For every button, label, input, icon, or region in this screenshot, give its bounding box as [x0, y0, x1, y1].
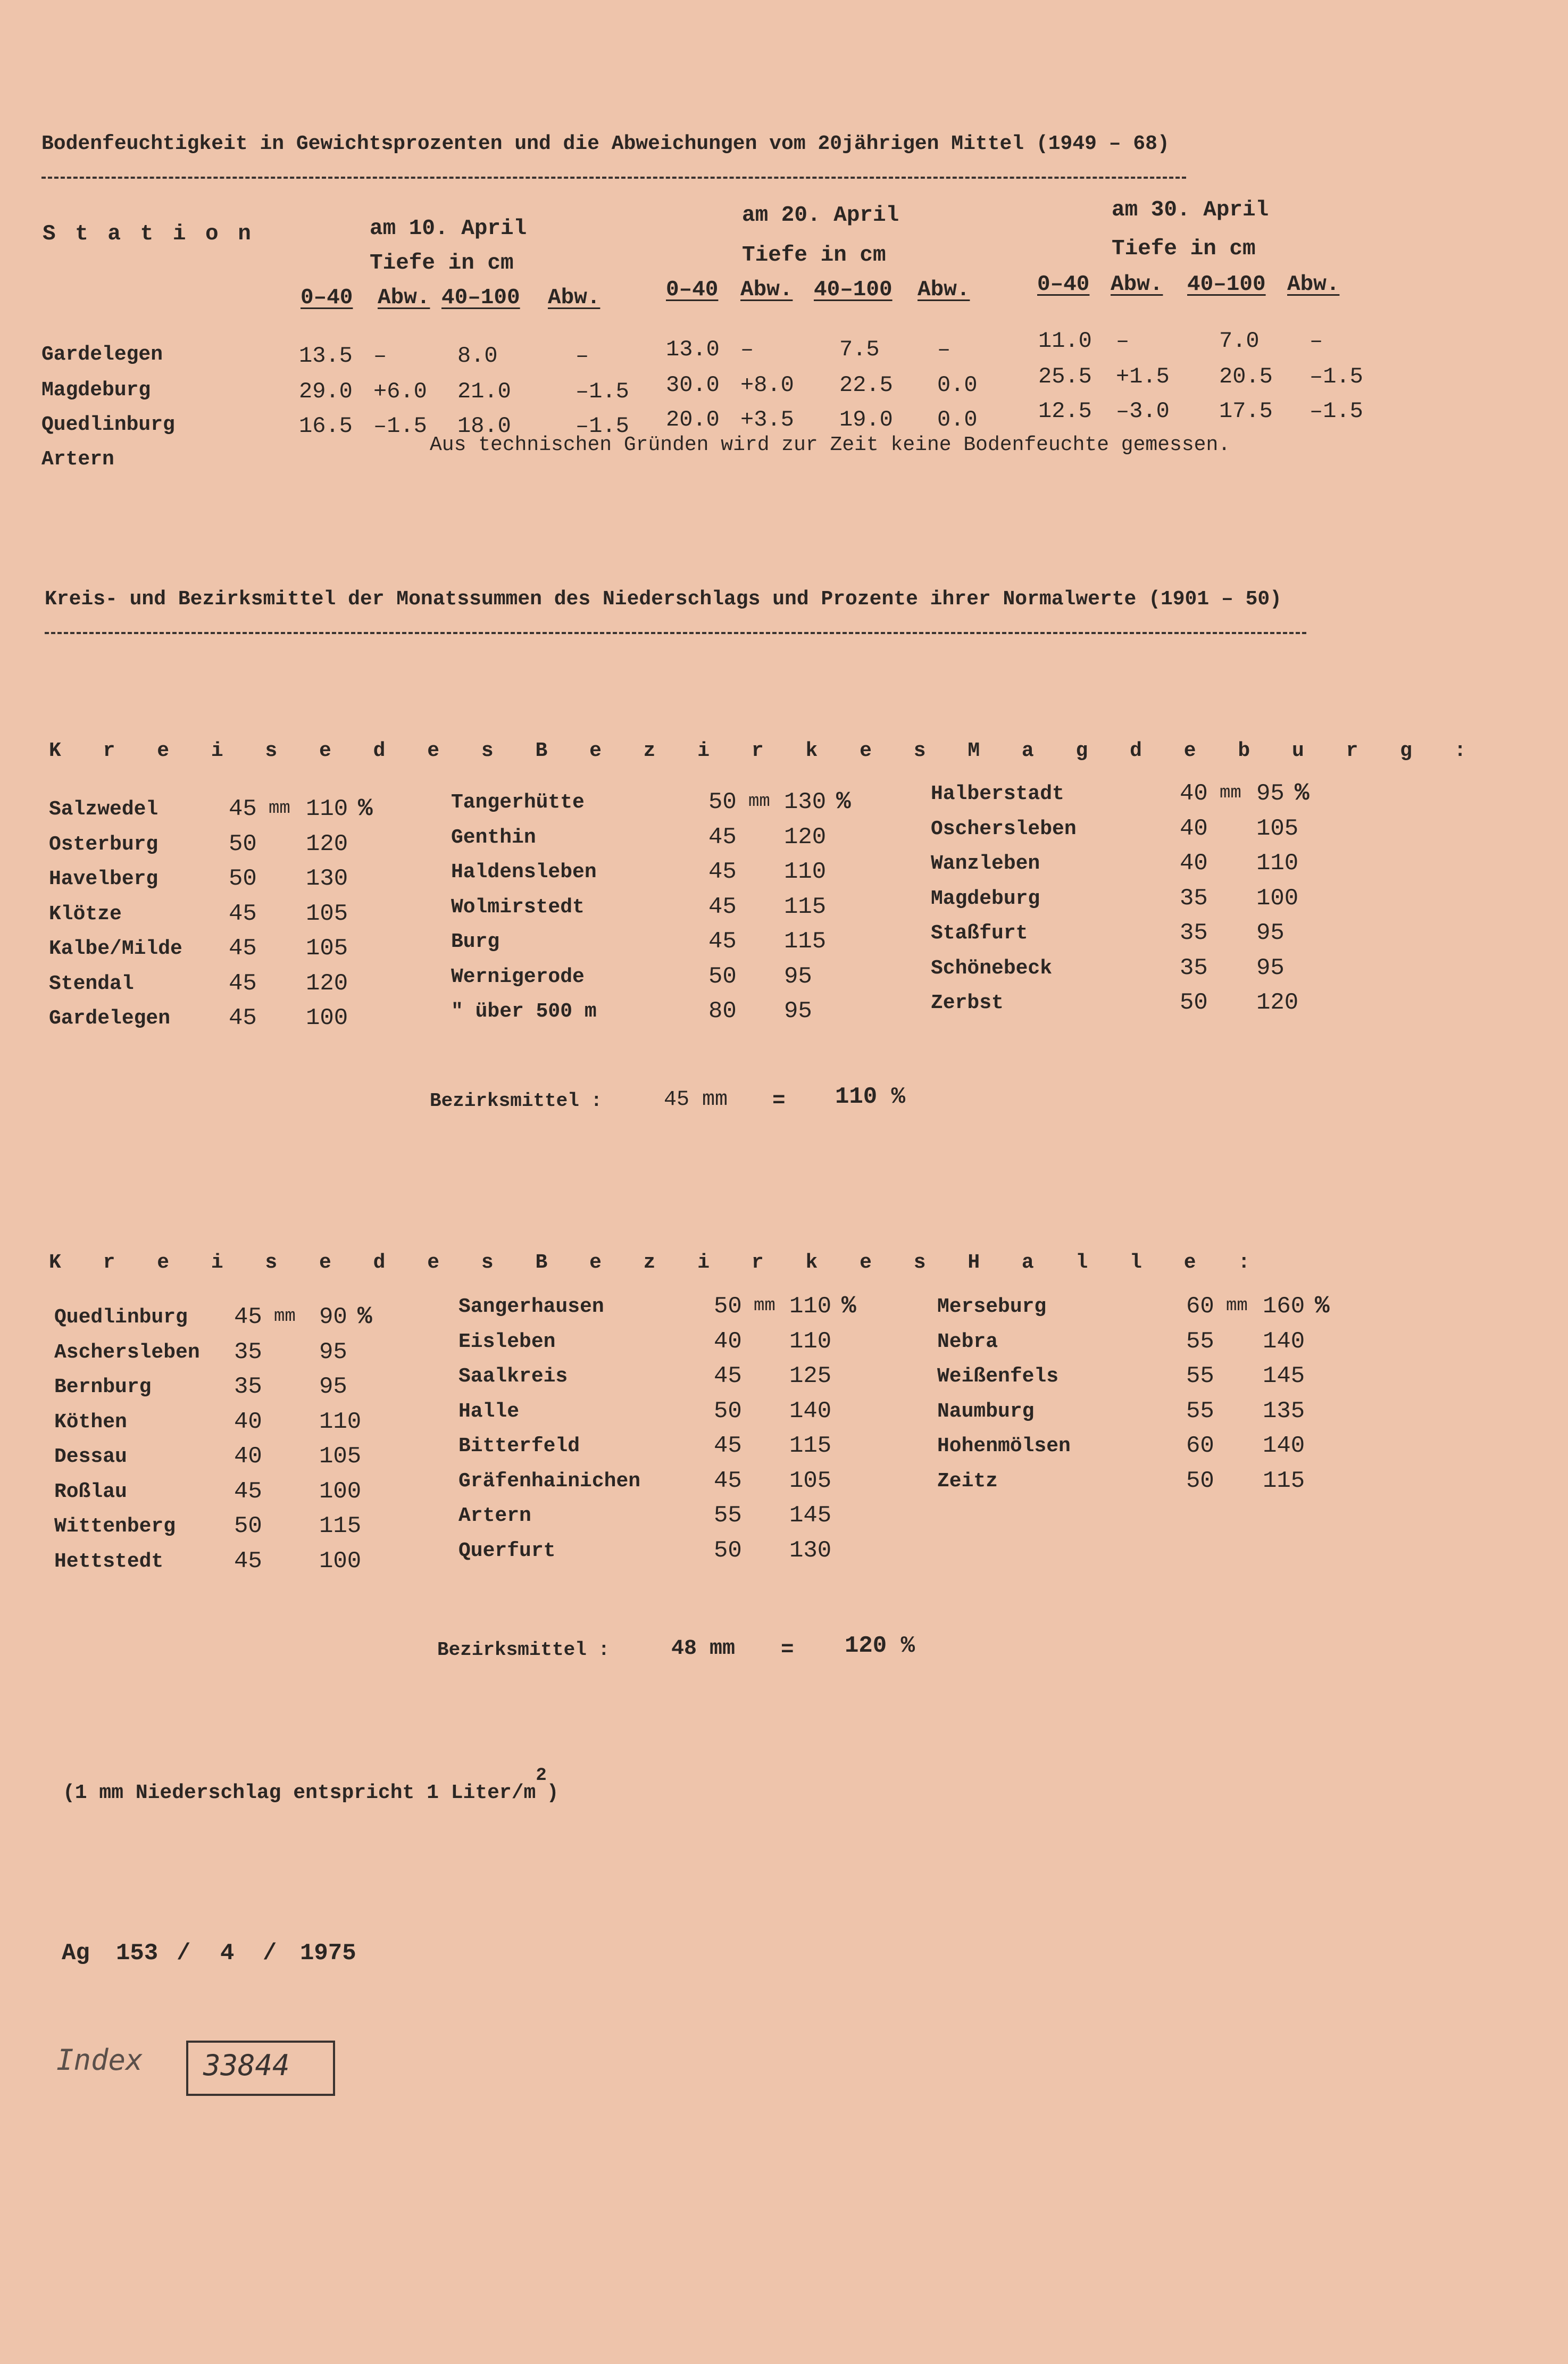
halle-district-name: Nebra — [937, 1330, 998, 1353]
footnote-close: ) — [546, 1782, 559, 1804]
halle-district-pct: 160 — [1263, 1293, 1305, 1320]
magdeburg-district-pct: 120 — [1256, 989, 1299, 1016]
soil-col-header: Abw. — [1287, 272, 1340, 297]
soil-col-header: Abw. — [740, 278, 793, 302]
halle-district-pct: 145 — [1263, 1363, 1305, 1389]
magdeburg-district-mm: 45 — [229, 900, 257, 927]
magdeburg-district-name: Klötze — [49, 902, 122, 926]
halle-district-pct: 145 — [789, 1502, 832, 1529]
magdeburg-district-name: Genthin — [451, 826, 536, 849]
magdeburg-district-pct: 105 — [306, 900, 348, 927]
soil-group-depth: Tiefe in cm — [1112, 237, 1256, 261]
magdeburg-district-mm: 80 — [708, 998, 737, 1025]
halle-district-name: Wittenberg — [54, 1515, 176, 1538]
soil-station-name: Magdeburg — [41, 379, 151, 402]
halle-heading: K r e i s e d e s B e z i r k e s H a l l e : — [49, 1251, 1265, 1274]
soil-col-header: 0–40 — [301, 286, 353, 310]
soil-cell: 17.5 — [1219, 398, 1273, 424]
halle-district-mm: 55 — [714, 1502, 742, 1529]
magdeburg-district-mm: 45 — [229, 796, 257, 822]
magdeburg-district-name: Kalbe/Milde — [49, 937, 182, 960]
halle-district-name: Merseburg — [937, 1295, 1047, 1318]
magdeburg-district-mm: 40 — [1180, 780, 1208, 807]
soil-cell: –1.5 — [1310, 398, 1363, 424]
halle-district-name: Halle — [458, 1400, 520, 1423]
soil-col-header: 40–100 — [814, 278, 893, 302]
halle-district-mm: 50 — [1186, 1467, 1214, 1494]
halle-district-pct: 110 — [319, 1408, 362, 1435]
halle-district-mm: 50 — [234, 1513, 262, 1539]
halle-mean-label: Bezirksmittel : — [437, 1639, 610, 1661]
magdeburg-district-pct: 130 — [306, 865, 348, 892]
magdeburg-district-mm: 35 — [1180, 885, 1208, 912]
soil-col-header: 40–100 — [1187, 272, 1266, 297]
halle-district-pct: 115 — [1263, 1467, 1305, 1494]
soil-col-header: Abw. — [378, 286, 430, 310]
magdeburg-district-pct: 115 — [784, 928, 827, 955]
soil-group-date: am 20. April — [742, 203, 899, 228]
halle-district-name: Weißenfels — [937, 1365, 1059, 1388]
magdeburg-district-name: Osterburg — [49, 833, 159, 856]
magdeburg-mean-pct: 110 % — [835, 1084, 906, 1110]
soil-cell: 20.0 — [666, 407, 720, 432]
magdeburg-district-mm: 40 — [1180, 850, 1208, 877]
station-label: S t a t i o n — [43, 222, 254, 246]
magdeburg-district-name: " über 500 m — [451, 1000, 597, 1023]
magdeburg-district-pct: 95 — [1256, 920, 1285, 946]
soil-station-name: Gardelegen — [41, 343, 163, 366]
halle-district-pct: 125 — [789, 1363, 832, 1389]
magdeburg-district-pct: 100 — [306, 1005, 348, 1031]
reference-part: / — [263, 1940, 277, 1967]
magdeburg-district-mm: 35 — [1180, 954, 1208, 981]
halle-district-unit: mm — [1226, 1296, 1248, 1316]
halle-district-mm: 45 — [234, 1547, 262, 1575]
reference-part: / — [177, 1940, 191, 1967]
soil-cell: –3.0 — [1116, 398, 1170, 424]
halle-district-name: Aschersleben — [54, 1341, 200, 1364]
magdeburg-district-name: Stendal — [49, 972, 134, 995]
magdeburg-district-unit: mm — [748, 792, 770, 812]
halle-district-pct-unit: % — [841, 1292, 856, 1320]
halle-district-pct: 95 — [319, 1338, 347, 1366]
halle-district-pct: 110 — [789, 1293, 832, 1320]
halle-district-mm: 50 — [714, 1293, 742, 1320]
footnote-text: (1 mm Niederschlag entspricht 1 Liter/m — [63, 1782, 536, 1804]
magdeburg-district-unit: mm — [269, 798, 290, 819]
halle-district-mm: 45 — [714, 1467, 742, 1494]
magdeburg-district-mm: 45 — [708, 859, 737, 885]
magdeburg-district-pct: 130 — [784, 789, 827, 815]
magdeburg-district-pct: 95 — [1256, 954, 1285, 981]
halle-district-pct: 130 — [789, 1537, 832, 1564]
halle-district-pct: 140 — [1263, 1433, 1305, 1459]
magdeburg-district-pct: 95 — [784, 963, 812, 990]
soil-cell: – — [740, 337, 754, 362]
halle-district-name: Bitterfeld — [458, 1435, 580, 1458]
halle-district-mm: 55 — [1186, 1363, 1214, 1389]
soil-cell: –1.5 — [576, 413, 629, 439]
halle-district-name: Hettstedt — [54, 1550, 164, 1573]
soil-cell: 21.0 — [457, 379, 511, 404]
soil-cell: 16.5 — [299, 413, 353, 439]
soil-col-header: Abw. — [1111, 272, 1163, 297]
magdeburg-district-mm: 50 — [708, 963, 737, 990]
soil-cell: 12.5 — [1038, 398, 1092, 424]
soil-cell: – — [1116, 328, 1130, 354]
halle-district-mm: 40 — [714, 1328, 742, 1355]
soil-cell: +8.0 — [740, 372, 794, 398]
soil-cell: 19.0 — [839, 407, 893, 432]
halle-district-pct-unit: % — [1315, 1292, 1330, 1320]
halle-district-pct: 90 — [319, 1304, 347, 1330]
soil-title: Bodenfeuchtigkeit in Gewichtsprozenten und die Abweichungen vom 20jährigen Mittel (1949 – 68) — [41, 132, 1170, 155]
soil-cell: 0.0 — [937, 407, 978, 432]
soil-col-header: 40–100 — [441, 286, 520, 310]
index-value: 33844 — [203, 2049, 290, 2082]
halle-district-pct: 115 — [319, 1513, 362, 1539]
halle-district-mm: 45 — [234, 1478, 262, 1505]
halle-district-mm: 35 — [234, 1338, 262, 1366]
magdeburg-district-name: Halberstadt — [931, 783, 1064, 805]
magdeburg-district-name: Wanzleben — [931, 852, 1040, 875]
halle-district-pct: 135 — [1263, 1397, 1305, 1425]
magdeburg-district-pct-unit: % — [1295, 779, 1310, 807]
halle-district-name: Saalkreis — [458, 1365, 568, 1388]
halle-district-pct: 110 — [789, 1328, 832, 1355]
precip-title-underline — [45, 632, 1306, 634]
halle-district-mm: 50 — [714, 1397, 742, 1425]
soil-cell: – — [576, 343, 589, 369]
halle-district-pct: 140 — [1263, 1328, 1305, 1355]
halle-district-pct: 100 — [319, 1478, 362, 1505]
halle-district-mm: 50 — [714, 1537, 742, 1564]
magdeburg-district-mm: 45 — [229, 1005, 257, 1031]
magdeburg-district-mm: 45 — [229, 935, 257, 962]
magdeburg-district-pct: 120 — [306, 830, 348, 858]
magdeburg-district-mm: 50 — [229, 865, 257, 892]
magdeburg-district-pct: 110 — [306, 796, 348, 822]
magdeburg-district-name: Magdeburg — [931, 887, 1040, 910]
magdeburg-district-pct: 95 — [1256, 780, 1285, 807]
magdeburg-district-name: Oschersleben — [931, 817, 1077, 840]
soil-cell: 0.0 — [937, 372, 978, 398]
halle-district-name: Roßlau — [54, 1480, 127, 1503]
soil-cell: +6.0 — [373, 379, 427, 404]
soil-group-date: am 30. April — [1112, 198, 1269, 222]
halle-district-mm: 55 — [1186, 1328, 1214, 1355]
halle-district-name: Gräfenhainichen — [458, 1469, 641, 1493]
magdeburg-district-mm: 45 — [708, 928, 737, 955]
magdeburg-district-mm: 45 — [708, 823, 737, 851]
soil-cell: 11.0 — [1038, 328, 1092, 354]
soil-station-name: Quedlinburg — [41, 413, 175, 436]
halle-district-name: Köthen — [54, 1410, 127, 1434]
magdeburg-district-mm: 50 — [1180, 989, 1208, 1016]
magdeburg-district-name: Gardelegen — [49, 1007, 171, 1030]
soil-cell: 8.0 — [457, 343, 498, 369]
soil-col-header: Abw. — [918, 278, 970, 302]
halle-district-pct: 95 — [319, 1374, 347, 1400]
halle-district-mm: 45 — [714, 1363, 742, 1389]
soil-cell: 13.5 — [299, 343, 353, 369]
halle-mean-eq: = — [781, 1638, 794, 1662]
halle-district-unit: mm — [754, 1296, 775, 1316]
magdeburg-district-pct: 120 — [306, 970, 348, 997]
magdeburg-district-name: Zerbst — [931, 992, 1004, 1014]
halle-district-mm: 40 — [234, 1443, 262, 1470]
magdeburg-heading: K r e i s e d e s B e z i r k e s M a g d e b u r g : — [49, 739, 1481, 762]
soil-cell: +3.5 — [740, 407, 794, 432]
halle-district-name: Sangerhausen — [458, 1295, 604, 1318]
magdeburg-mean-label: Bezirksmittel : — [430, 1090, 603, 1112]
halle-district-mm: 40 — [234, 1408, 262, 1435]
magdeburg-district-pct: 120 — [784, 823, 827, 851]
magdeburg-mean-mm: 45 mm — [664, 1088, 728, 1112]
halle-district-name: Zeitz — [937, 1469, 998, 1493]
footnote-sup: 2 — [536, 1766, 547, 1786]
magdeburg-district-mm: 40 — [1180, 815, 1208, 842]
magdeburg-district-name: Burg — [451, 930, 500, 953]
index-box — [186, 2041, 335, 2096]
magdeburg-district-pct: 115 — [784, 893, 827, 920]
magdeburg-mean-eq: = — [772, 1089, 786, 1113]
soil-title-underline — [41, 177, 1186, 179]
magdeburg-district-name: Havelberg — [49, 868, 159, 890]
halle-district-mm: 35 — [234, 1374, 262, 1400]
soil-cell: – — [1310, 328, 1323, 354]
reference-part: Ag — [62, 1940, 90, 1967]
reference-part: 153 — [116, 1940, 159, 1967]
soil-cell: – — [937, 337, 951, 362]
halle-district-name: Artern — [458, 1504, 531, 1527]
soil-cell: +1.5 — [1116, 364, 1170, 389]
soil-cell: –1.5 — [1310, 364, 1363, 389]
halle-district-name: Querfurt — [458, 1539, 556, 1562]
magdeburg-district-mm: 45 — [708, 893, 737, 920]
artern-note: Aus technischen Gründen wird zur Zeit keine Bodenfeuchte gemessen. — [430, 434, 1231, 456]
magdeburg-district-mm: 35 — [1180, 920, 1208, 946]
halle-district-mm: 60 — [1186, 1433, 1214, 1459]
reference-part: 1975 — [300, 1940, 356, 1967]
magdeburg-district-pct: 100 — [1256, 885, 1299, 912]
magdeburg-district-mm: 50 — [708, 789, 737, 815]
magdeburg-district-pct: 105 — [1256, 815, 1299, 842]
soil-cell: 7.5 — [839, 337, 880, 362]
halle-district-pct: 140 — [789, 1397, 832, 1425]
halle-district-name: Quedlinburg — [54, 1306, 188, 1329]
magdeburg-district-pct: 110 — [784, 859, 827, 885]
halle-district-mm: 45 — [234, 1304, 262, 1330]
halle-district-name: Dessau — [54, 1445, 127, 1468]
soil-col-header: 0–40 — [1037, 272, 1090, 297]
soil-cell: 30.0 — [666, 372, 720, 398]
magdeburg-district-unit: mm — [1220, 783, 1241, 803]
soil-cell: 13.0 — [666, 337, 720, 362]
magdeburg-district-pct: 105 — [306, 935, 348, 962]
soil-cell: 29.0 — [299, 379, 353, 404]
halle-district-mm: 60 — [1186, 1293, 1214, 1320]
halle-district-name: Eisleben — [458, 1330, 556, 1353]
soil-cell: 7.0 — [1219, 328, 1260, 354]
soil-cell: – — [373, 343, 387, 369]
halle-district-pct: 105 — [789, 1467, 832, 1494]
magdeburg-district-mm: 50 — [229, 830, 257, 858]
halle-district-name: Hohenmölsen — [937, 1435, 1071, 1458]
halle-district-mm: 45 — [714, 1433, 742, 1459]
soil-col-header: 0–40 — [666, 278, 719, 302]
magdeburg-district-name: Tangerhütte — [451, 791, 585, 814]
halle-district-pct: 105 — [319, 1443, 362, 1470]
soil-cell: 25.5 — [1038, 364, 1092, 389]
magdeburg-district-pct-unit: % — [358, 795, 373, 822]
magdeburg-district-pct: 95 — [784, 998, 812, 1025]
soil-cell: –1.5 — [576, 379, 629, 404]
halle-mean-mm: 48 mm — [671, 1637, 736, 1661]
soil-group-depth: Tiefe in cm — [742, 243, 886, 268]
magdeburg-district-name: Schönebeck — [931, 956, 1053, 980]
magdeburg-district-name: Haldensleben — [451, 861, 597, 884]
soil-group-depth: Tiefe in cm — [370, 251, 514, 276]
magdeburg-district-pct: 110 — [1256, 850, 1299, 877]
soil-station-name: Artern — [41, 448, 114, 471]
magdeburg-district-name: Wernigerode — [451, 965, 585, 988]
index-label: Index — [56, 2043, 143, 2077]
magdeburg-district-name: Wolmirstedt — [451, 895, 585, 919]
halle-district-unit: mm — [274, 1306, 296, 1327]
precip-title: Kreis- und Bezirksmittel der Monatssummen des Niederschlags und Prozente ihrer Normalwerte (1901 – 50) — [45, 588, 1282, 611]
halle-district-name: Bernburg — [54, 1376, 152, 1399]
reference-part: 4 — [220, 1940, 235, 1967]
halle-district-pct: 100 — [319, 1547, 362, 1575]
soil-cell: 18.0 — [457, 413, 511, 439]
halle-district-pct-unit: % — [357, 1303, 372, 1330]
magdeburg-district-pct-unit: % — [836, 788, 851, 815]
magdeburg-district-mm: 45 — [229, 970, 257, 997]
halle-district-name: Naumburg — [937, 1400, 1035, 1423]
footnote — [63, 1766, 559, 1804]
halle-district-pct: 115 — [789, 1433, 832, 1459]
magdeburg-district-name: Salzwedel — [49, 798, 159, 821]
soil-group-date: am 10. April — [370, 217, 527, 241]
soil-cell: 20.5 — [1219, 364, 1273, 389]
soil-col-header: Abw. — [548, 286, 600, 310]
soil-cell: 22.5 — [839, 372, 893, 398]
soil-cell: –1.5 — [373, 413, 427, 439]
halle-district-mm: 55 — [1186, 1397, 1214, 1425]
magdeburg-district-name: Staßfurt — [931, 922, 1028, 945]
halle-mean-pct: 120 % — [845, 1633, 915, 1659]
